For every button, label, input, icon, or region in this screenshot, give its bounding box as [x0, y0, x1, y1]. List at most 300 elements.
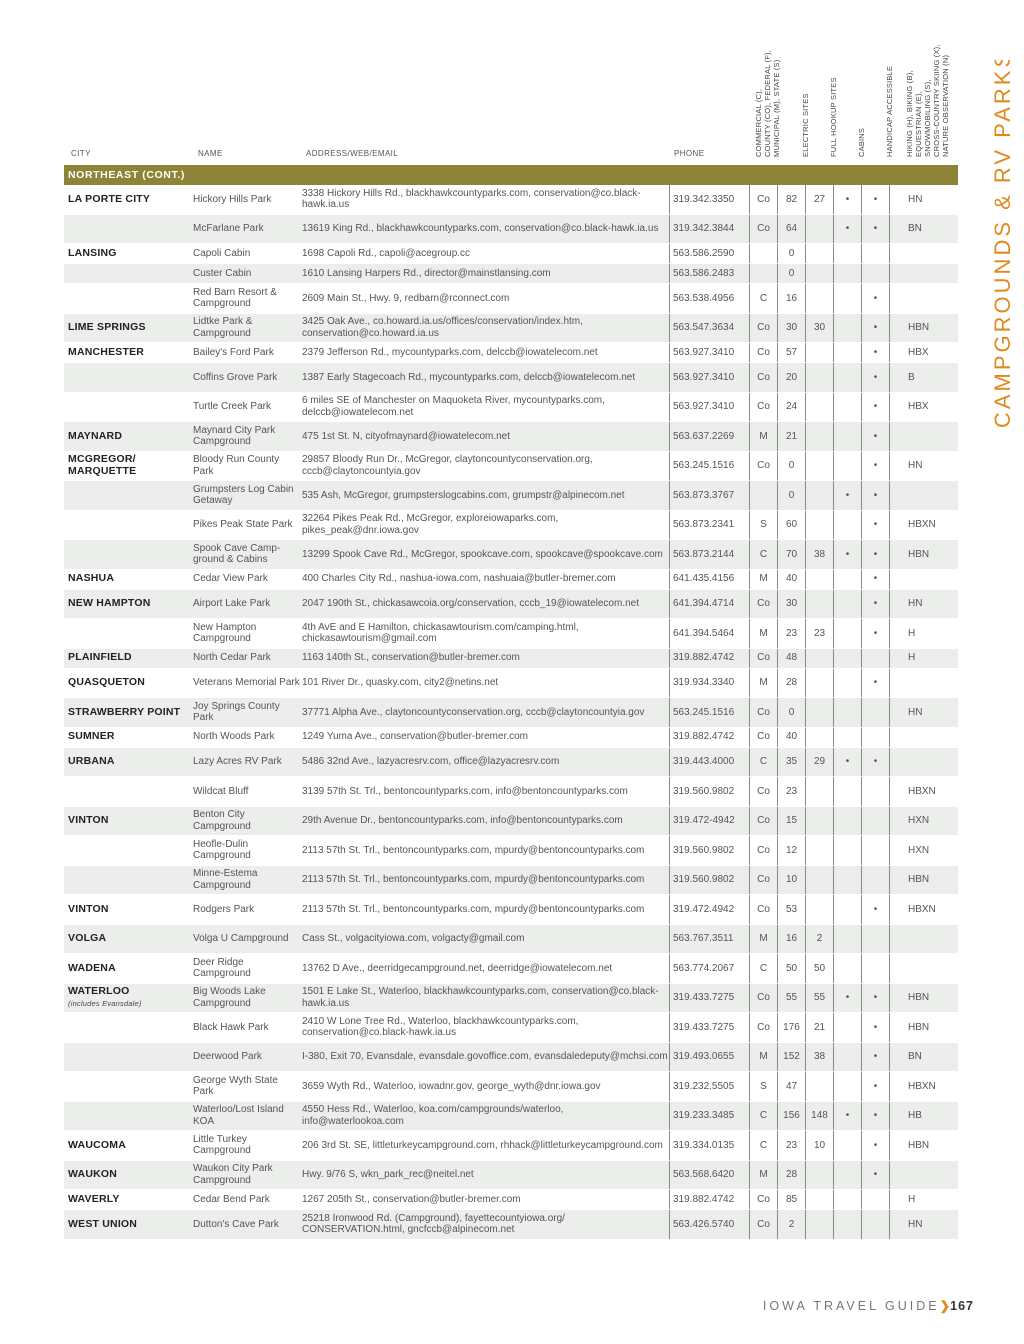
row-phone-text: 563.927.3410: [673, 401, 735, 412]
row-phone: [669, 314, 749, 343]
row-phone-text: 319.334.0135: [673, 1139, 735, 1151]
row-activities-text: HBX: [908, 346, 929, 358]
row-phone-text: 319.433.7275: [673, 1021, 735, 1033]
row-city: [68, 748, 194, 777]
vertical-headers: [749, 20, 959, 160]
row-type-text: C: [759, 292, 768, 304]
row-address: [302, 511, 668, 540]
row-name: [193, 452, 301, 481]
row-activities-text: HBXN: [908, 903, 936, 915]
row-full-hookup-sites: [805, 1210, 833, 1239]
row-phone-text: 319.493.0655: [673, 1051, 735, 1062]
row-phone-text: 563.873.2144: [673, 548, 735, 560]
row-address-text: 2379 Jefferson Rd., mycountyparks.com, delccb@iowatelecom.net: [302, 346, 598, 358]
row-name: [193, 1043, 301, 1072]
row-full-hookup-sites: [805, 570, 833, 589]
row-phone-text: 641.435.4156: [673, 573, 735, 585]
table-row: [64, 1013, 958, 1043]
row-address: [302, 452, 668, 481]
row-city-name: QUASQUETON: [68, 676, 146, 688]
row-city: [68, 264, 194, 283]
row-phone: [669, 343, 749, 362]
row-phone-text: 319.560.9802: [673, 844, 735, 856]
row-cabins: [833, 540, 861, 569]
row-phone: [669, 698, 749, 727]
row-activities: [889, 244, 958, 263]
row-electric-sites-text: 15: [785, 815, 798, 826]
row-name-text: Spook Cave Camp-ground & Cabins: [193, 542, 281, 566]
row-name-text: Custer Cabin: [193, 267, 252, 279]
row-activities-text: HBXN: [908, 1080, 936, 1092]
row-electric-sites: [777, 1190, 805, 1209]
row-electric-sites-text: 50: [785, 962, 798, 974]
row-handicap: [861, 185, 889, 214]
row-city: [68, 698, 194, 727]
row-address: [302, 1013, 668, 1042]
row-address: [302, 1102, 668, 1131]
row-phone-text: 563.927.3410: [673, 371, 735, 383]
row-cabins: [833, 1102, 861, 1131]
row-address: [302, 669, 668, 698]
row-city: [68, 807, 194, 836]
header-address: ADDRESS/WEB/EMAIL: [306, 149, 399, 158]
row-type-text: Co: [757, 874, 770, 885]
row-activities: [889, 1161, 958, 1190]
row-handicap: [861, 1102, 889, 1131]
row-city: [68, 925, 194, 954]
row-handicap-text: •: [873, 573, 878, 585]
row-city-name: VOLGA: [68, 932, 107, 944]
row-type-text: Co: [757, 371, 770, 383]
row-activities-text: HBN: [908, 548, 930, 560]
row-electric-sites-text: 176: [783, 1021, 800, 1033]
row-full-hookup-sites-text: 38: [813, 1051, 826, 1062]
row-electric-sites-text: 30: [785, 598, 798, 609]
row-handicap-text: •: [873, 1110, 878, 1121]
row-name-text: Big Woods Lake Campground: [193, 986, 266, 1009]
row-address: [302, 866, 668, 895]
row-handicap: [861, 649, 889, 668]
row-type: [749, 215, 777, 244]
table-row: [64, 343, 958, 363]
row-full-hookup-sites: [805, 185, 833, 214]
row-activities: [889, 807, 958, 836]
table-row: [64, 728, 958, 748]
row-name: [193, 511, 301, 540]
row-phone: [669, 481, 749, 510]
row-electric-sites: [777, 669, 805, 698]
row-type-text: Co: [757, 346, 770, 358]
row-city: [68, 777, 194, 806]
row-address: [302, 1161, 668, 1190]
table-row: [64, 393, 958, 423]
row-electric-sites-text: 20: [785, 371, 798, 383]
row-city-name: MAYNARD: [68, 429, 123, 442]
row-electric-sites-text: 64: [785, 223, 798, 234]
row-phone-text: 563.873.3767: [673, 489, 735, 501]
row-cabins: [833, 1161, 861, 1190]
row-type-text: Co: [757, 731, 770, 743]
row-electric-sites: [777, 807, 805, 836]
row-handicap: [861, 619, 889, 648]
row-full-hookup-sites-text: 27: [813, 193, 826, 205]
row-name: [193, 264, 301, 283]
row-cabins: [833, 728, 861, 747]
row-electric-sites-text: 23: [785, 627, 798, 639]
row-phone: [669, 1210, 749, 1239]
row-type-text: M: [759, 933, 768, 944]
row-city: [68, 728, 194, 747]
row-address-text: 29857 Bloody Run Dr., McGregor, claytoncountyconservation.org, cccb@claytoncountyia.gov: [302, 454, 593, 477]
row-name: [193, 590, 301, 619]
row-name: [193, 984, 301, 1013]
row-name-text: Bailey's Ford Park: [193, 346, 274, 358]
row-name: [193, 925, 301, 954]
table-row: [64, 984, 958, 1014]
row-activities: [889, 1190, 958, 1209]
row-address: [302, 393, 668, 422]
row-city: [68, 866, 194, 895]
row-type: [749, 481, 777, 510]
table-row: [64, 954, 958, 984]
row-activities-text: HBXN: [908, 519, 936, 530]
row-address-text: 1249 Yuma Ave., conservation@butler-bremer.com: [302, 731, 529, 743]
row-phone: [669, 669, 749, 698]
row-city-name: MCGREGOR/ MARQUETTE: [68, 453, 137, 477]
row-type-text: Co: [757, 322, 770, 333]
row-address-text: 37771 Alpha Ave., claytoncountyconservation.org, cccb@claytoncountyia.gov: [302, 706, 645, 718]
row-full-hookup-sites: [805, 1043, 833, 1072]
row-activities: [889, 363, 958, 392]
row-address: [302, 748, 668, 777]
row-handicap-text: •: [873, 1080, 878, 1092]
row-address-text: 2047 190th St., chickasawcoia.org/conservation, cccb_19@iowatelecom.net: [302, 598, 640, 609]
row-electric-sites-text: 55: [785, 992, 798, 1003]
row-city-name: LA PORTE CITY: [68, 192, 151, 205]
row-electric-sites: [777, 393, 805, 422]
row-cabins: [833, 1043, 861, 1072]
table-row: [64, 925, 958, 955]
row-handicap: [861, 836, 889, 865]
row-phone: [669, 807, 749, 836]
row-cabins: [833, 807, 861, 836]
row-handicap-text: •: [873, 346, 878, 358]
row-cabins-text: •: [845, 548, 850, 560]
row-full-hookup-sites: [805, 343, 833, 362]
row-city: [68, 984, 194, 1013]
row-activities-text: HN: [908, 706, 923, 718]
row-cabins: [833, 363, 861, 392]
row-handicap: [861, 590, 889, 619]
row-name-text: Lazy Acres RV Park: [193, 756, 282, 767]
row-activities: [889, 452, 958, 481]
header-activities-line3: SNOWMOBILING (S),: [923, 79, 932, 157]
row-address-text: 400 Charles City Rd., nashua-iowa.com, nashuaia@butler-bremer.com: [302, 573, 616, 585]
table-row: [64, 1161, 958, 1191]
row-cabins-text: •: [845, 756, 850, 767]
table-row: [64, 866, 958, 896]
row-address-text: 1501 E Lake St., Waterloo, blackhawkcountyparks.com, conservation@co.black-hawk.ia.us: [302, 986, 659, 1009]
row-type: [749, 422, 777, 451]
row-electric-sites-text: 82: [785, 193, 798, 205]
row-electric-sites-text: 53: [785, 903, 798, 915]
row-handicap: [861, 422, 889, 451]
row-electric-sites: [777, 314, 805, 343]
row-type-text: M: [759, 1051, 768, 1062]
row-name-text: Capoli Cabin: [193, 247, 251, 259]
table-row: [64, 264, 958, 284]
row-city: [68, 836, 194, 865]
row-handicap: [861, 895, 889, 924]
row-full-hookup-sites: [805, 452, 833, 481]
row-full-hookup-sites: [805, 1190, 833, 1209]
row-address: [302, 1072, 668, 1101]
row-city: [68, 540, 194, 569]
row-type: [749, 836, 777, 865]
row-address: [302, 836, 668, 865]
row-name-text: Minne-Estema Campground: [193, 868, 258, 891]
row-cabins-text: •: [845, 489, 850, 501]
row-type-text: M: [759, 677, 768, 688]
header-electric: ELECTRIC SITES: [801, 93, 810, 157]
table-row: [64, 649, 958, 669]
row-name: [193, 619, 301, 648]
row-address: [302, 363, 668, 392]
row-phone-text: 319.472-4942: [673, 815, 735, 826]
row-phone: [669, 836, 749, 865]
row-address-text: 3338 Hickory Hills Rd., blackhawkcountyparks.com, conservation@co.black-hawk.ia.us: [302, 187, 641, 211]
row-phone: [669, 264, 749, 283]
row-address: [302, 185, 668, 214]
row-activities: [889, 954, 958, 983]
row-address: [302, 590, 668, 619]
row-phone: [669, 866, 749, 895]
row-cabins: [833, 836, 861, 865]
row-type: [749, 698, 777, 727]
row-type: [749, 393, 777, 422]
row-phone: [669, 1161, 749, 1190]
row-electric-sites-text: 30: [785, 322, 798, 333]
row-handicap-text: •: [873, 193, 878, 205]
row-activities-text: H: [908, 1193, 916, 1205]
table-row: [64, 1072, 958, 1102]
header-activities-line2: EQUESTRIAN (E),: [914, 91, 923, 157]
row-address-text: 206 3rd St. SE, littleturkeycampground.com, rhhack@littleturkeycampground.com: [302, 1139, 663, 1151]
row-city: [68, 1131, 194, 1160]
row-full-hookup-sites: [805, 215, 833, 244]
row-handicap: [861, 1072, 889, 1101]
row-type: [749, 984, 777, 1013]
row-electric-sites: [777, 866, 805, 895]
row-full-hookup-sites: [805, 925, 833, 954]
row-phone: [669, 590, 749, 619]
row-address-text: 3659 Wyth Rd., Waterloo, iowadnr.gov, george_wyth@dnr.iowa.gov: [302, 1080, 601, 1092]
row-handicap: [861, 481, 889, 510]
row-phone: [669, 1072, 749, 1101]
row-handicap: [861, 954, 889, 983]
row-handicap: [861, 215, 889, 244]
row-city: [68, 1013, 194, 1042]
row-cabins: [833, 1210, 861, 1239]
row-city-name: STRAWBERRY POINT: [68, 705, 181, 718]
row-handicap-text: •: [873, 322, 878, 333]
row-activities-text: HXN: [908, 815, 930, 826]
row-name: [193, 698, 301, 727]
row-activities: [889, 1210, 958, 1239]
row-cabins: [833, 314, 861, 343]
section-header: NORTHEAST (CONT.): [64, 165, 958, 185]
row-electric-sites-text: 60: [785, 519, 798, 530]
row-name: [193, 777, 301, 806]
row-electric-sites: [777, 1161, 805, 1190]
row-cabins: [833, 570, 861, 589]
row-phone: [669, 649, 749, 668]
row-type: [749, 1102, 777, 1131]
row-name: [193, 343, 301, 362]
row-cabins: [833, 954, 861, 983]
row-name-text: McFarlane Park: [193, 223, 264, 234]
row-type-text: Co: [757, 785, 770, 797]
row-cabins: [833, 1013, 861, 1042]
header-type-line1: COMMERCIAL (C),: [754, 88, 763, 157]
row-activities: [889, 925, 958, 954]
row-name: [193, 1210, 301, 1239]
row-phone: [669, 1190, 749, 1209]
row-city: [68, 1072, 194, 1101]
table-row: [64, 452, 958, 482]
row-handicap-text: •: [873, 489, 878, 501]
row-type: [749, 1161, 777, 1190]
row-full-hookup-sites: [805, 619, 833, 648]
row-phone: [669, 954, 749, 983]
row-address: [302, 264, 668, 283]
row-name-text: Cedar View Park: [193, 573, 268, 585]
row-full-hookup-sites: [805, 1072, 833, 1101]
row-electric-sites-text: 23: [785, 785, 798, 797]
row-handicap: [861, 393, 889, 422]
row-phone-text: 563.568.6420: [673, 1169, 735, 1180]
row-phone-text: 319.433.7275: [673, 992, 735, 1003]
row-phone-text: 319.232.5505: [673, 1080, 735, 1092]
row-activities-text: HN: [908, 1218, 923, 1230]
row-cabins: [833, 649, 861, 668]
row-activities: [889, 422, 958, 451]
row-electric-sites: [777, 244, 805, 263]
row-phone-text: 563.637.2269: [673, 430, 735, 442]
row-phone: [669, 895, 749, 924]
row-electric-sites-text: 40: [785, 573, 798, 585]
row-name-text: Rodgers Park: [193, 903, 255, 915]
row-cabins: [833, 1190, 861, 1209]
row-type: [749, 264, 777, 283]
row-address-text: Hwy. 9/76 S, wkn_park_rec@neitel.net: [302, 1169, 474, 1180]
row-city: [68, 1102, 194, 1131]
row-phone: [669, 1102, 749, 1131]
row-full-hookup-sites: [805, 807, 833, 836]
row-activities: [889, 215, 958, 244]
row-city-name: VINTON: [68, 902, 109, 915]
row-electric-sites: [777, 1043, 805, 1072]
row-electric-sites-text: 48: [785, 652, 798, 664]
row-handicap: [861, 363, 889, 392]
row-cabins: [833, 185, 861, 214]
row-name: [193, 1013, 301, 1042]
row-full-hookup-sites: [805, 422, 833, 451]
row-name-text: Grumpsters Log Cabin Getaway: [193, 483, 294, 507]
row-phone-text: 563.586.2483: [673, 267, 735, 279]
row-name: [193, 1131, 301, 1160]
row-electric-sites: [777, 185, 805, 214]
row-address-text: 2113 57th St. Trl., bentoncountyparks.com, mpurdy@bentoncountyparks.com: [302, 844, 645, 856]
row-city-name: WAUCOMA: [68, 1138, 126, 1151]
row-activities: [889, 728, 958, 747]
row-name-text: Waukon City Park Campground: [193, 1163, 273, 1186]
row-electric-sites-text: 0: [788, 489, 795, 501]
row-phone-text: 319.342.3350: [673, 193, 735, 205]
header-activities-line5: NATURE OBSERVATION (N): [941, 54, 950, 157]
row-name: [193, 895, 301, 924]
row-handicap: [861, 807, 889, 836]
row-electric-sites-text: 57: [785, 346, 798, 358]
row-type-text: Co: [757, 460, 770, 471]
row-city-name: LIME SPRINGS: [68, 321, 146, 333]
row-phone: [669, 748, 749, 777]
row-type: [749, 728, 777, 747]
row-type-text: M: [759, 573, 768, 585]
row-type: [749, 511, 777, 540]
row-type-text: Co: [757, 706, 770, 718]
row-cabins: [833, 590, 861, 619]
row-phone: [669, 1013, 749, 1042]
row-type-text: Co: [757, 401, 770, 412]
row-phone: [669, 284, 749, 313]
row-activities: [889, 264, 958, 283]
row-full-hookup-sites: [805, 1131, 833, 1160]
row-type: [749, 895, 777, 924]
row-handicap-text: •: [873, 1051, 878, 1062]
row-name-text: Turtle Creek Park: [193, 401, 271, 412]
row-full-hookup-sites: [805, 698, 833, 727]
row-name: [193, 954, 301, 983]
header-activities-line4: CROSS-COUNTRY SKIING (X),: [932, 44, 941, 157]
row-name: [193, 481, 301, 510]
row-activities-text: HBN: [908, 1139, 930, 1151]
row-type-text: Co: [757, 1218, 770, 1230]
row-full-hookup-sites-text: 148: [811, 1110, 828, 1121]
row-electric-sites: [777, 570, 805, 589]
row-electric-sites: [777, 895, 805, 924]
row-cabins: [833, 511, 861, 540]
row-full-hookup-sites: [805, 728, 833, 747]
row-name: [193, 185, 301, 214]
row-phone: [669, 728, 749, 747]
row-handicap: [861, 669, 889, 698]
row-name: [193, 284, 301, 313]
row-type-text: S: [760, 1080, 767, 1092]
row-address-text: 535 Ash, McGregor, grumpsterslogcabins.com, grumpstr@alpinecom.net: [302, 489, 625, 501]
row-type-text: Co: [757, 598, 770, 609]
row-activities-text: H: [908, 652, 916, 664]
row-name: [193, 363, 301, 392]
row-type-text: Co: [757, 1021, 770, 1033]
row-activities-text: H: [908, 627, 916, 639]
row-name-text: Benton City Campground: [193, 809, 251, 832]
row-phone: [669, 511, 749, 540]
row-full-hookup-sites: [805, 284, 833, 313]
row-type: [749, 619, 777, 648]
row-phone-text: 563.774.2067: [673, 962, 735, 974]
row-address: [302, 244, 668, 263]
